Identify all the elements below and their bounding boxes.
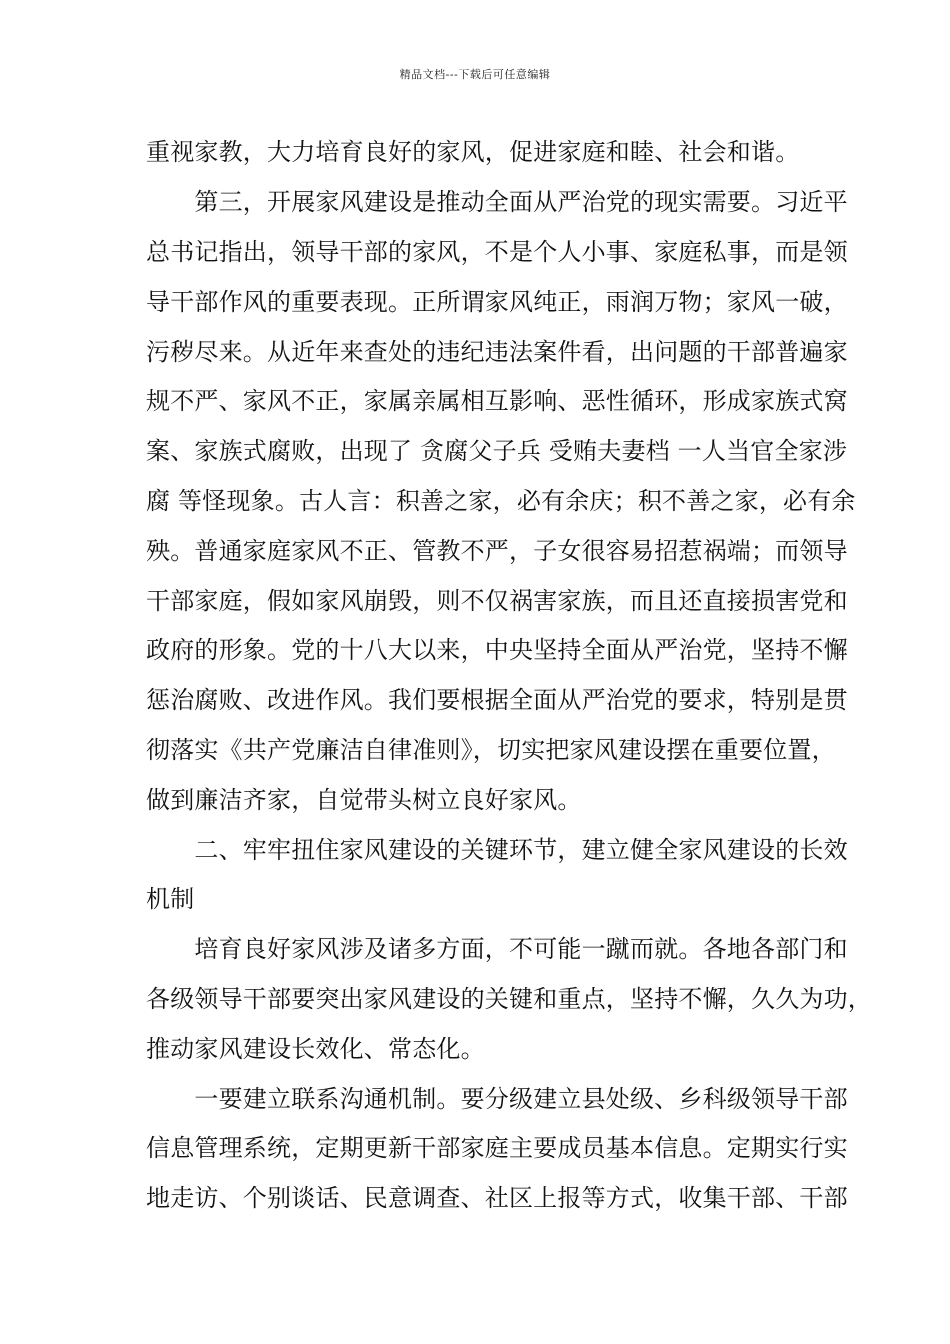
text-line: 案、家族式腐败，出现了 贪腐父子兵 受贿夫妻档 一人当官全家涉 xyxy=(146,437,848,465)
text-line: 政府的形象。党的十八大以来，中央坚持全面从严治党，坚持不懈 xyxy=(146,636,848,664)
section-heading-line: 机制 xyxy=(146,885,195,913)
text-line: 信息管理系统，定期更新干部家庭主要成员基本信息。定期实行实 xyxy=(146,1134,848,1162)
text-line: 干部家庭，假如家风崩毁，则不仅祸害家族，而且还直接损害党和 xyxy=(146,587,848,615)
text-line: 地走访、个别谈话、民意调查、社区上报等方式，收集干部、干部 xyxy=(146,1184,848,1212)
text-line: 腐 等怪现象。古人言：积善之家，必有余庆；积不善之家，必有余 xyxy=(146,487,856,515)
text-line: 殃。普通家庭家风不正、管教不严，子女很容易招惹祸端；而领导 xyxy=(146,537,848,565)
text-line: 总书记指出，领导干部的家风，不是个人小事、家庭私事，而是领 xyxy=(146,238,848,266)
text-line: 一要建立联系沟通机制。要分级建立县处级、乡科级领导干部 xyxy=(146,1085,848,1113)
text-line: 重视家教，大力培育良好的家风，促进家庭和睦、社会和谐。 xyxy=(146,138,800,166)
text-line: 污秽尽来。从近年来查处的违纪违法案件看，出问题的干部普遍家 xyxy=(146,338,848,366)
text-line: 各级领导干部要突出家风建设的关键和重点，坚持不懈，久久为功， xyxy=(146,985,872,1013)
text-line: 第三，开展家风建设是推动全面从严治党的现实需要。习近平 xyxy=(146,188,848,216)
section-heading-line: 二、牢牢扭住家风建设的关键环节，建立健全家风建设的长效 xyxy=(146,836,848,864)
text-line: 推动家风建设长效化、常态化。 xyxy=(146,1035,485,1063)
text-line: 彻落实《共产党廉洁自律准则》，切实把家风建设摆在重要位置， xyxy=(146,736,836,764)
text-line: 规不严、家风不正，家属亲属相互影响、恶性循环，形成家族式窝 xyxy=(146,387,848,415)
page-header: 精品文档---下载后可任意编辑 xyxy=(399,68,551,81)
text-line: 培育良好家风涉及诸多方面，不可能一蹴而就。各地各部门和 xyxy=(146,935,848,963)
text-line: 做到廉洁齐家，自觉带头树立良好家风。 xyxy=(146,786,582,814)
text-line: 导干部作风的重要表现。正所谓家风纯正，雨润万物；家风一破， xyxy=(146,288,848,316)
text-line: 惩治腐败、改进作风。我们要根据全面从严治党的要求，特别是贯 xyxy=(146,686,848,714)
